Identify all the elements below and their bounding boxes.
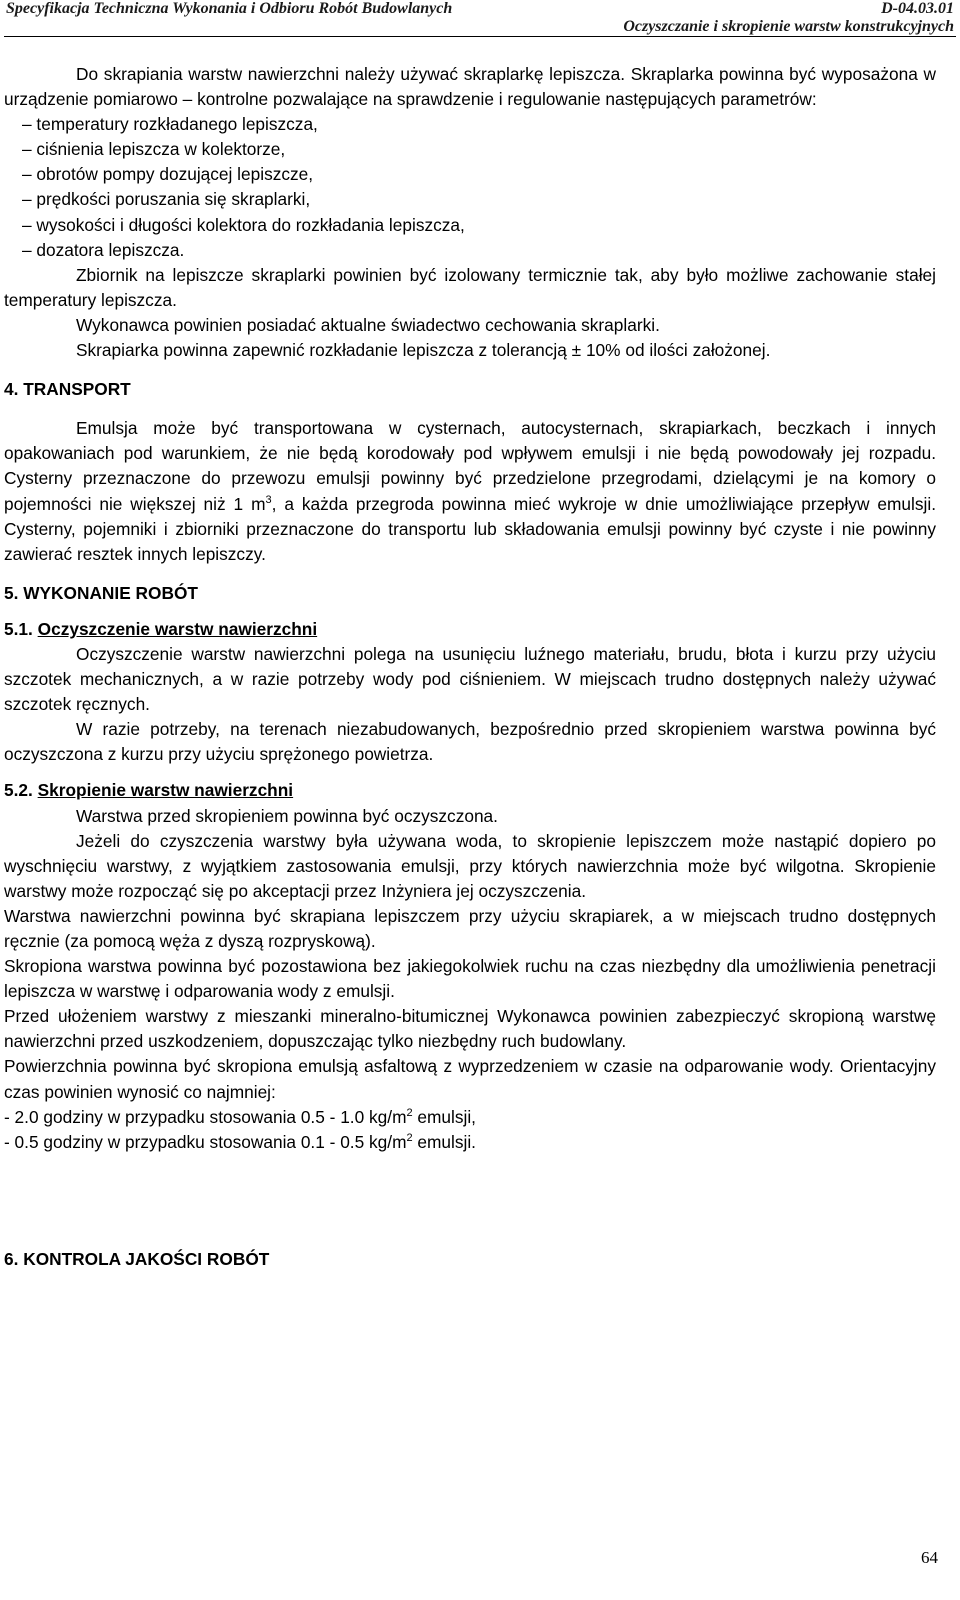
spraying-paragraph: Skropiona warstwa powinna być pozostawiona bez jakiegokolwiek ruchu na czas niezbędny dla umożliwienia penetracji lepiszcza w warstwę i odparowania wody z emulsji. [4,956,936,1002]
document-body [4,62,936,1272]
page-header [4,0,956,38]
time-list-item [4,1130,936,1155]
intro-list-item: – wysokości i długości kolektora do rozkładania lepiszcza, [22,214,465,235]
time-list-item [4,1105,936,1130]
section-heading-transport: 4. TRANSPORT [4,379,131,400]
page-number: 64 [921,1548,938,1567]
certificate-paragraph: Wykonawca powinien posiadać aktualne świadectwo cechowania skraplarki. [76,314,660,335]
subsection-title: Skropienie warstw nawierzchni [37,780,294,801]
intro-list-item: – prędkości poruszania się skraplarki, [22,189,311,210]
spraying-paragraph: Przed ułożeniem warstwy z mieszanki mineralno-bitumicznej Wykonawca powinien zabezpieczyć skropioną warstwę nawierzchni przed uszkodzeniem, dopuszczając tylko niezbędny ruch budowlany. [4,1006,936,1052]
intro-list-item: – obrotów pompy dozującej lepiszcze, [22,164,314,185]
intro-list-item: – temperatury rozkładanego lepiszcza, [22,114,318,135]
cleaning-air-paragraph: W razie potrzeby, na terenach niezabudowanych, bezpośrednio przed skropieniem warstwa powinna być oczyszczona z kurzu przy użyciu sprężonego powietrza. [4,719,936,765]
superscript: 2 [406,1106,413,1119]
subsection-heading-5-1 [4,617,936,642]
spraying-paragraph: Jeżeli do czyszczenia warstwy była używana woda, to skropienie lepiszczem może nastąpić dopiero po wyschnięciu warstwy, z wyjątkiem zastosowania emulsji, przy których nawierzchnia może być wilgotna. Skropienie warstwy może rozpocząć się po akceptacji przez Inżyniera jej oczyszczenia. [4,830,936,901]
spraying-paragraph: Powierzchnia powinna być skropiona emulsją asfaltową z wyprzedzeniem w czasie na odparowanie wody. Orientacyjny czas powinien wynosić co najmniej: [4,1056,936,1102]
time-text: emulsji. [412,1131,476,1152]
intro-paragraph: Do skrapiania warstw nawierzchni należy używać skraplarkę lepiszcza. Skraplarka powinna być wyposażona w urządzenie pomiarowo – kontrolne pozwalające na sprawdzenie i regulowanie następujących parametrów: [4,64,936,110]
superscript: 2 [406,1131,413,1144]
spraying-paragraph: Warstwa przed skropieniem powinna być oczyszczona. [76,805,498,826]
section-heading-wykonanie: 5. WYKONANIE ROBÓT [4,582,198,603]
section-heading-kontrola: 6. KONTROLA JAKOŚCI ROBÓT [4,1248,270,1269]
transport-superscript: 3 [265,493,272,506]
time-text: emulsji, [412,1106,476,1127]
header-rule [4,36,956,37]
header-code: D-04.03.01 [881,0,954,17]
time-text: - 2.0 godziny w przypadku stosowania 0.5 - 1.0 kg/m [4,1106,407,1127]
subsection-title: Oczyszczenie warstw nawierzchni [37,618,318,639]
transport-text-b: , a każda przegroda powinna mieć wykroje w dnie umożliwiające przepływ emulsji. Cysterny, pojemniki i zbiorniki przeznaczone do transportu lub składowania emulsji powinny być czyste i nie powinny zawierać resztek innych lepiszczy. [4,493,936,564]
header-subtitle: Oczyszczanie i skropienie warstw konstrukcyjnych [623,18,954,35]
spraying-paragraph: Warstwa nawierzchni powinna być skrapiana lepiszczem przy użyciu skrapiarek, a w miejscach trudno dostępnych ręcznie (za pomocą węża z dyszą rozpryskową). [4,905,936,951]
time-text: - 0.5 godziny w przypadku stosowania 0.1 - 0.5 kg/m [4,1131,407,1152]
header-title: Specyfikacja Techniczna Wykonania i Odbioru Robót Budowlanych [6,0,453,17]
subsection-number: 5.1. [4,618,33,639]
intro-list-item: – dozatora lepiszcza. [22,239,185,260]
tolerance-paragraph: Skrapiarka powinna zapewnić rozkładanie lepiszcza z tolerancją ± 10% od ilości założonej. [76,340,771,361]
tank-paragraph: Zbiornik na lepiszcze skraplarki powinien być izolowany termicznie tak, aby było możliwe zachowanie stałej temperatury lepiszcza. [4,264,936,310]
subsection-heading-5-2 [4,778,936,803]
transport-text-a: Emulsja może być transportowana w cysternach, autocysternach, skrapiarkach, beczkach i innych opakowaniach pod warunkiem, że nie będą korodowały pod wpływem emulsji i nie będą powodowały jej rozpadu. Cysterny przeznaczone do przewozu emulsji powinny być przedzielone przegrodami, dzielącymi je na komory o pojemności nie większej niż 1 m [4,418,936,514]
subsection-number: 5.2. [4,780,33,801]
transport-paragraph [4,416,936,567]
cleaning-paragraph: Oczyszczenie warstw nawierzchni polega na usunięciu luźnego materiału, brudu, błota i kurzu przy użyciu szczotek mechanicznych, a w razie potrzeby wody pod ciśnieniem. W miejscach trudno dostępnych należy używać szczotek ręcznych. [4,643,936,715]
intro-list-item: – ciśnienia lepiszcza w kolektorze, [22,139,286,160]
